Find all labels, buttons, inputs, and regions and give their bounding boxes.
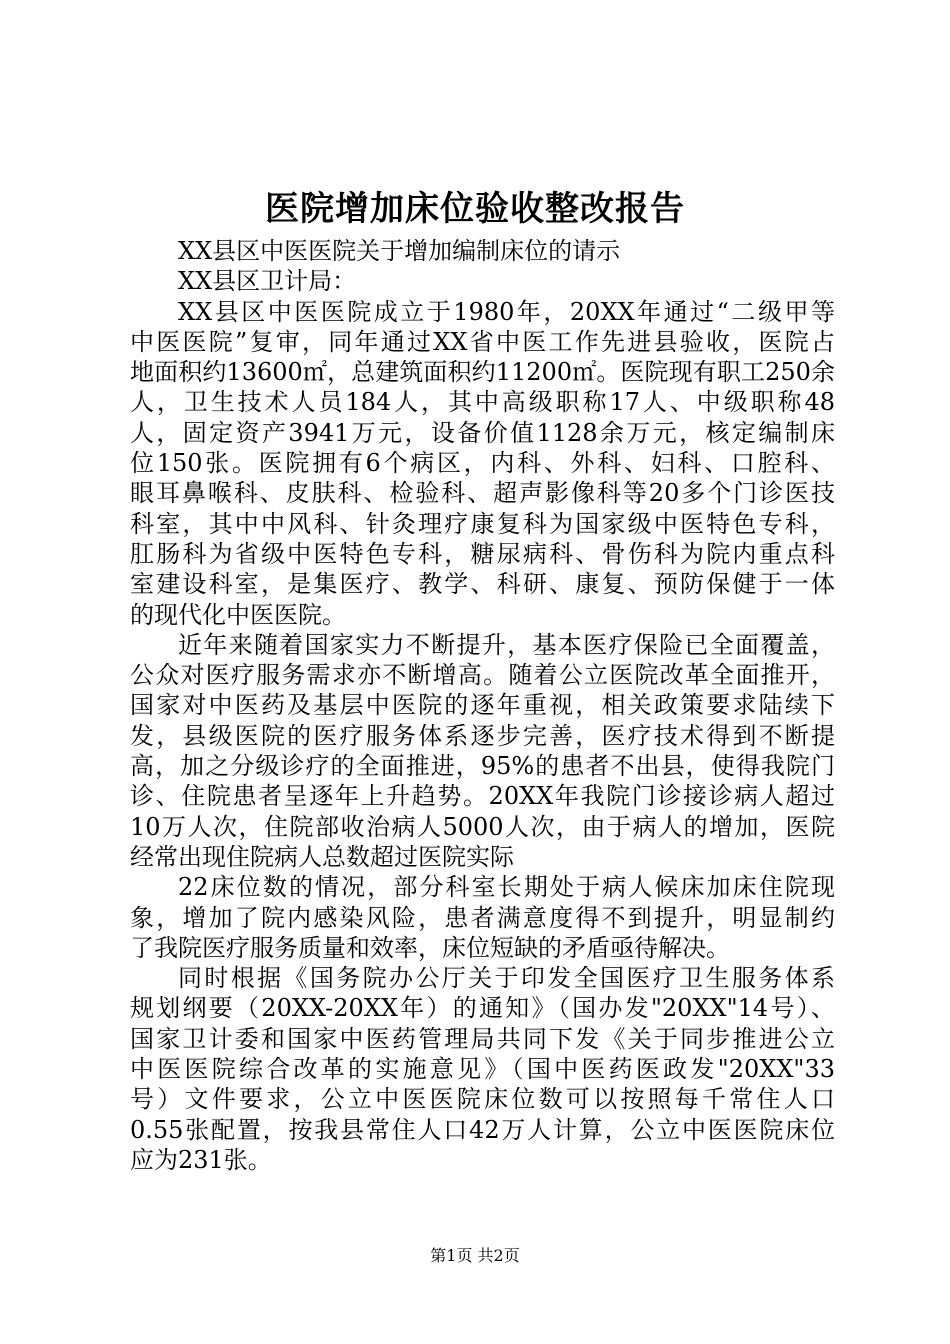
text-line: 规划纲要（20XX-20XX年）的通知》（国办发"20XX"14号）、 <box>130 994 835 1023</box>
text-line: 眼耳鼻喉科、皮肤科、检验科、超声影像科等20多个门诊医技 <box>130 479 835 508</box>
text-line: 应为231张。 <box>130 1145 272 1174</box>
text-line: 科室，其中中风科、针灸理疗康复科为国家级中医特色专科， <box>130 509 835 538</box>
text-line: 位150张。医院拥有6个病区，内科、外科、妇科、口腔科、 <box>130 449 835 478</box>
text-line: 经常出现住院病人总数超过医院实际 <box>130 842 514 871</box>
text-line: 中医医院”复审，同年通过XX省中医工作先进县验收，医院占 <box>130 327 835 356</box>
text-line: 公众对医疗服务需求亦不断增高。随着公立医院改革全面推开， <box>130 661 835 690</box>
text-line: 同时根据《国务院办公厅关于印发全国医疗卫生服务体系 <box>178 964 835 993</box>
text-line: 诊、住院患者呈逐年上升趋势。20XX年我院门诊接诊病人超过 <box>130 782 835 811</box>
text-line: 国家卫计委和国家中医药管理局共同下发《关于同步推进公立 <box>130 1024 835 1053</box>
text-line: 了我院医疗服务质量和效率，床位短缺的矛盾亟待解决。 <box>130 933 730 962</box>
text-line: 室建设科室，是集医疗、教学、科研、康复、预防保健于一体 <box>130 570 835 599</box>
text-line: 22床位数的情况，部分科室长期处于病人候床加床住院现 <box>178 873 835 902</box>
text-line: 10万人次，住院部收治病人5000人次，由于病人的增加，医院 <box>130 812 835 841</box>
text-line: 人，固定资产3941万元，设备价值1128余万元，核定编制床 <box>130 418 835 447</box>
text-line: 象，增加了院内感染风险，患者满意度得不到提升，明显制约 <box>130 903 835 932</box>
text-line: 近年来随着国家实力不断提升，基本医疗保险已全面覆盖， <box>178 630 835 659</box>
text-line: 人，卫生技术人员184人，其中高级职称17人、中级职称48 <box>130 388 835 417</box>
text-line: 的现代化中医医院。 <box>130 600 346 629</box>
text-line: 发，县级医院的医疗服务体系逐步完善，医疗技术得到不断提 <box>130 721 835 750</box>
text-line: 国家对中医药及基层中医院的逐年重视，相关政策要求陆续下 <box>130 691 835 720</box>
text-line: XX县区中医医院关于增加编制床位的请示 <box>178 237 621 265</box>
text-line: 0.55张配置，按我县常住人口42万人计算，公立中医医院床位 <box>130 1115 835 1144</box>
text-line: 中医医院综合改革的实施意见》（国中医药医政发"20XX"33 <box>130 1055 835 1084</box>
page-footer: 第1页 共2页 <box>430 1246 520 1265</box>
document-title: 医院增加床位验收整改报告 <box>265 189 685 229</box>
text-line: 高，加之分级诊疗的全面推进，95%的患者不出县，使得我院门 <box>130 752 835 781</box>
document-body <box>130 236 835 1175</box>
text-line: 号）文件要求，公立中医医院床位数可以按照每千常住人口 <box>130 1085 835 1114</box>
text-line: XX县区卫计局： <box>178 267 357 296</box>
text-line: XX县区中医医院成立于1980年，20XX年通过“二级甲等 <box>178 297 835 326</box>
text-line: 地面积约13600㎡，总建筑面积约11200㎡。医院现有职工250余 <box>130 358 835 387</box>
text-line: 肛肠科为省级中医特色专科，糖尿病科、骨伤科为院内重点科 <box>130 539 835 568</box>
